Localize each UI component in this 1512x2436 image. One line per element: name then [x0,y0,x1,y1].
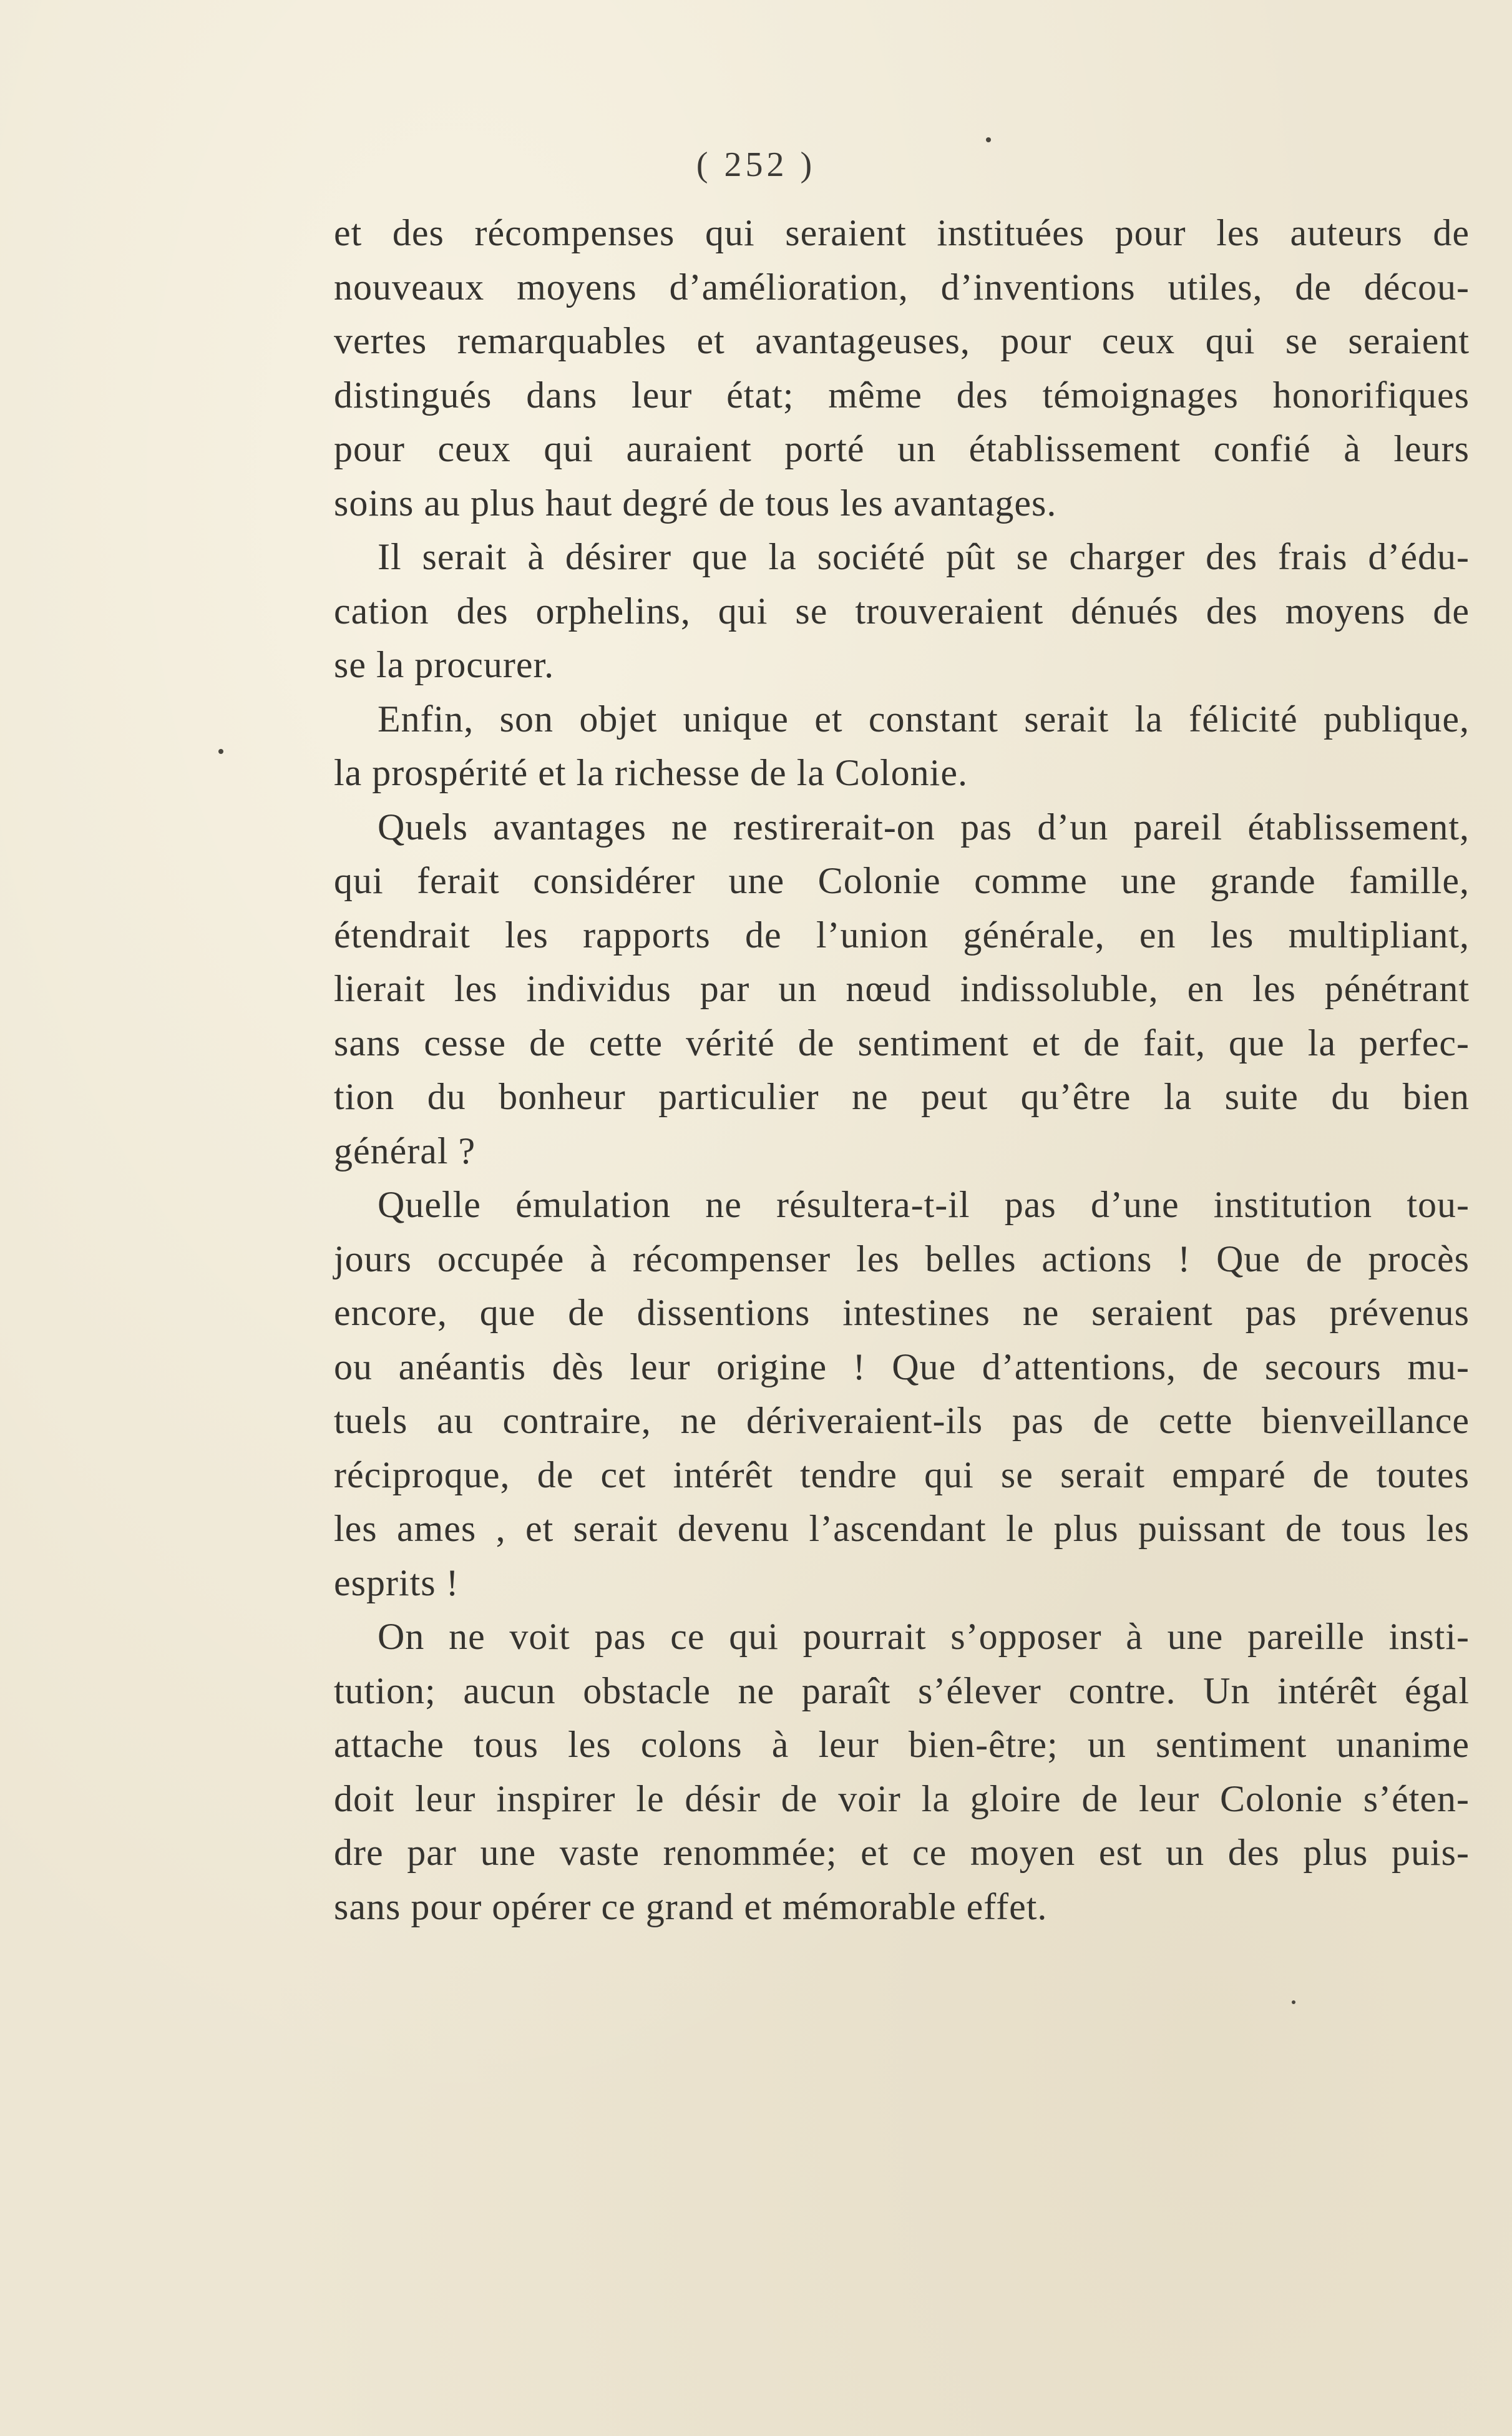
ink-speck [1292,2000,1295,2004]
text-line: tion du bonheur particulier ne peut qu’être la suite du bien [334,1076,1470,1117]
text-line: doit leur inspirer le désir de voir la gloire de leur Colonie s’éten- [334,1778,1470,1819]
text-line: jours occupée à récompenser les belles actions ! Que de procès [334,1238,1470,1279]
text-line: pour ceux qui auraient porté un établissement confié à leurs [334,428,1470,469]
text-line: tuels au contraire, ne dériveraient-ils pas de cette bienveillance [334,1400,1470,1441]
text-line: vertes remarquables et avantageuses, pour ceux qui se seraient [334,320,1470,361]
ink-speck [986,137,991,142]
text-line: réciproque, de cet intérêt tendre qui se serait emparé de toutes [334,1454,1470,1495]
text-line: cation des orphelins, qui se trouveraient dénués des moyens de [334,590,1470,632]
text-line: général ? [334,1130,476,1172]
text-line: nouveaux moyens d’amélioration, d’inventions utiles, de décou- [334,266,1470,308]
text-line: dre par une vaste renommée; et ce moyen est un des plus puis- [334,1832,1470,1873]
text-line: Quels avantages ne restirerait-on pas d’un pareil établissement, [378,806,1470,848]
text-line: tution; aucun obstacle ne paraît s’élever contre. Un intérêt égal [334,1670,1470,1711]
text-line: sans pour opérer ce grand et mémorable effet. [334,1886,1048,1927]
body-text [334,206,1470,1934]
page-number: ( 252 ) [696,145,816,184]
text-line: encore, que de dissentions intestines ne seraient pas prévenus [334,1292,1470,1333]
text-line: sans cesse de cette vérité de sentiment et de fait, que la perfec- [334,1022,1470,1064]
text-line: Quelle émulation ne résultera-t-il pas d’une institution tou- [378,1184,1470,1225]
ink-speck [218,749,223,754]
text-line: la prospérité et la richesse de la Colonie. [334,752,968,793]
text-line: Enfin, son objet unique et constant serait la félicité publique, [378,698,1470,740]
text-line: esprits ! [334,1562,459,1603]
text-line: distingués dans leur état; même des témoignages honorifiques [334,374,1470,416]
text-line: ou anéantis dès leur origine ! Que d’attentions, de secours mu- [334,1346,1470,1387]
text-line: On ne voit pas ce qui pourrait s’opposer à une pareille insti- [378,1616,1470,1657]
text-line: Il serait à désirer que la société pût se charger des frais d’édu- [378,536,1470,577]
text-line: et des récompenses qui seraient instituées pour les auteurs de [334,212,1470,253]
text-line: lierait les individus par un nœud indissoluble, en les pénétrant [334,968,1470,1009]
text-line: soins au plus haut degré de tous les avantages. [334,482,1057,524]
text-line: étendrait les rapports de l’union générale, en les multipliant, [334,914,1470,956]
text-line: qui ferait considérer une Colonie comme une grande famille, [334,860,1470,901]
text-line: se la procurer. [334,644,555,685]
text-line: les ames , et serait devenu l’ascendant le plus puissant de tous les [334,1508,1470,1549]
text-line: attache tous les colons à leur bien-être; un sentiment unanime [334,1724,1470,1765]
